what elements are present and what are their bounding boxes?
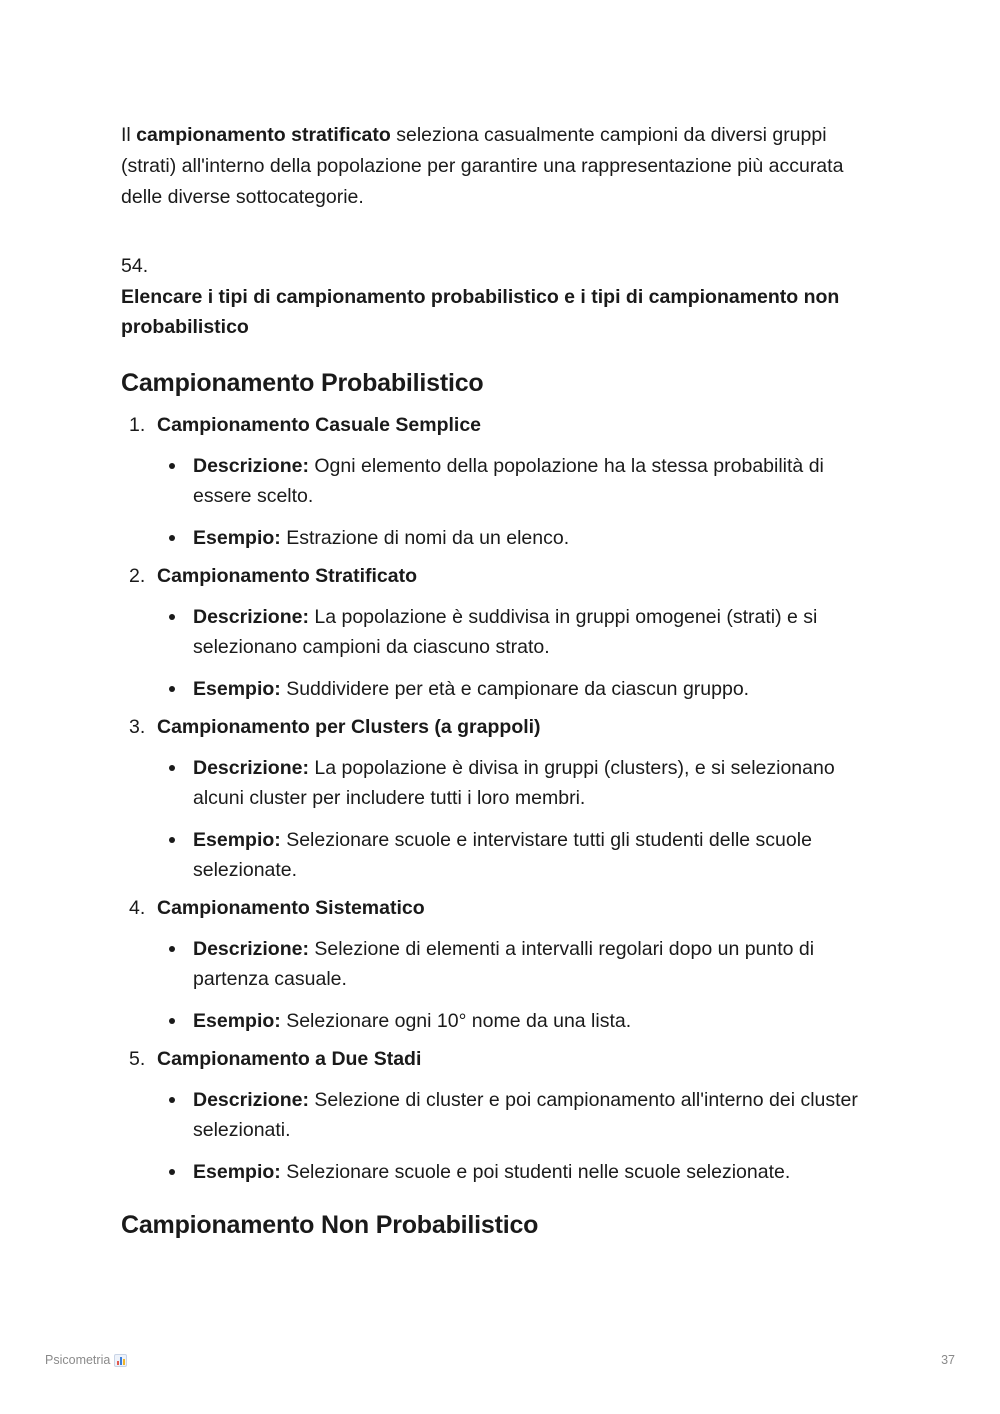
item-number: 4. — [129, 897, 146, 919]
bullet-icon — [169, 1097, 175, 1103]
sub-list-item-example: Esempio: Selezionare scuole e intervistare tutti gli studenti delle scuole selezionate. — [157, 825, 881, 885]
sub-list-item-example: Esempio: Selezionare ogni 10° nome da una lista. — [157, 1006, 881, 1036]
question-text: Elencare i tipi di campionamento probabilistico e i tipi di campionamento non probabilistico — [121, 286, 840, 338]
bullet-icon — [169, 1018, 175, 1024]
section-heading-probabilistic: Campionamento Probabilistico — [121, 369, 484, 397]
item-number: 5. — [129, 1048, 146, 1070]
bullet-icon — [169, 463, 175, 469]
list-item — [121, 1044, 881, 1187]
sub-list — [157, 1085, 881, 1187]
question-number: 54. — [121, 255, 149, 277]
bullet-icon — [169, 686, 175, 692]
list-item — [121, 561, 881, 704]
item-number: 2. — [129, 565, 146, 587]
bullet-icon — [169, 765, 175, 771]
sub-list — [157, 451, 881, 553]
page-number: 37 — [941, 1353, 955, 1367]
intro-paragraph — [121, 120, 881, 213]
page-content — [121, 120, 881, 1242]
footer-doc-title — [45, 1353, 127, 1367]
sub-list-item-description: Descrizione: La popolazione è divisa in gruppi (clusters), e si selezionano alcuni cluster per includere tutti i loro membri. — [157, 753, 881, 813]
bullet-icon — [169, 535, 175, 541]
item-title: Campionamento Sistematico — [157, 897, 425, 919]
sub-list-item-example: Esempio: Selezionare scuole e poi studenti nelle scuole selezionate. — [157, 1157, 881, 1187]
intro-prefix: Il — [121, 124, 137, 146]
item-title: Campionamento a Due Stadi — [157, 1048, 422, 1070]
intro-rest: seleziona casualmente campioni da diversi gruppi (strati) all'interno della popolazione per garantire una rappresentazione più accurata delle diverse sottocategorie. — [121, 124, 844, 208]
list-item — [121, 712, 881, 885]
bullet-icon — [169, 1169, 175, 1175]
bar-chart-icon — [114, 1354, 127, 1367]
probabilistic-list — [121, 410, 881, 1187]
icon-bar — [117, 1361, 119, 1365]
list-item — [121, 893, 881, 1036]
sub-list-item-example: Esempio: Suddividere per età e campionare da ciascun gruppo. — [157, 674, 881, 704]
footer-title-text: Psicometria — [45, 1353, 111, 1367]
sub-list-item-description: Descrizione: La popolazione è suddivisa in gruppi omogenei (strati) e si selezionano campioni da ciascuno strato. — [157, 602, 881, 662]
item-title: Campionamento per Clusters (a grappoli) — [157, 716, 541, 738]
sub-list-item-example: Esempio: Estrazione di nomi da un elenco. — [157, 523, 881, 553]
sub-list — [157, 934, 881, 1036]
sub-list — [157, 753, 881, 885]
item-number: 3. — [129, 716, 146, 738]
sub-list-item-description: Descrizione: Selezione di cluster e poi campionamento all'interno dei cluster selezionati. — [157, 1085, 881, 1145]
sub-list-item-description: Descrizione: Selezione di elementi a intervalli regolari dopo un punto di partenza casuale. — [157, 934, 881, 994]
icon-bar — [123, 1359, 125, 1365]
section-heading-non-probabilistic: Campionamento Non Probabilistico — [121, 1211, 539, 1239]
sub-list — [157, 602, 881, 704]
icon-bar — [120, 1357, 122, 1365]
list-item — [121, 410, 881, 553]
item-number: 1. — [129, 414, 146, 436]
bullet-icon — [169, 837, 175, 843]
sub-list-item-description: Descrizione: Ogni elemento della popolazione ha la stessa probabilità di essere scelto. — [157, 451, 881, 511]
item-title: Campionamento Casuale Semplice — [157, 414, 482, 436]
bullet-icon — [169, 614, 175, 620]
intro-bold-term: campionamento stratificato — [136, 124, 391, 146]
bullet-icon — [169, 946, 175, 952]
item-title: Campionamento Stratificato — [157, 565, 418, 587]
